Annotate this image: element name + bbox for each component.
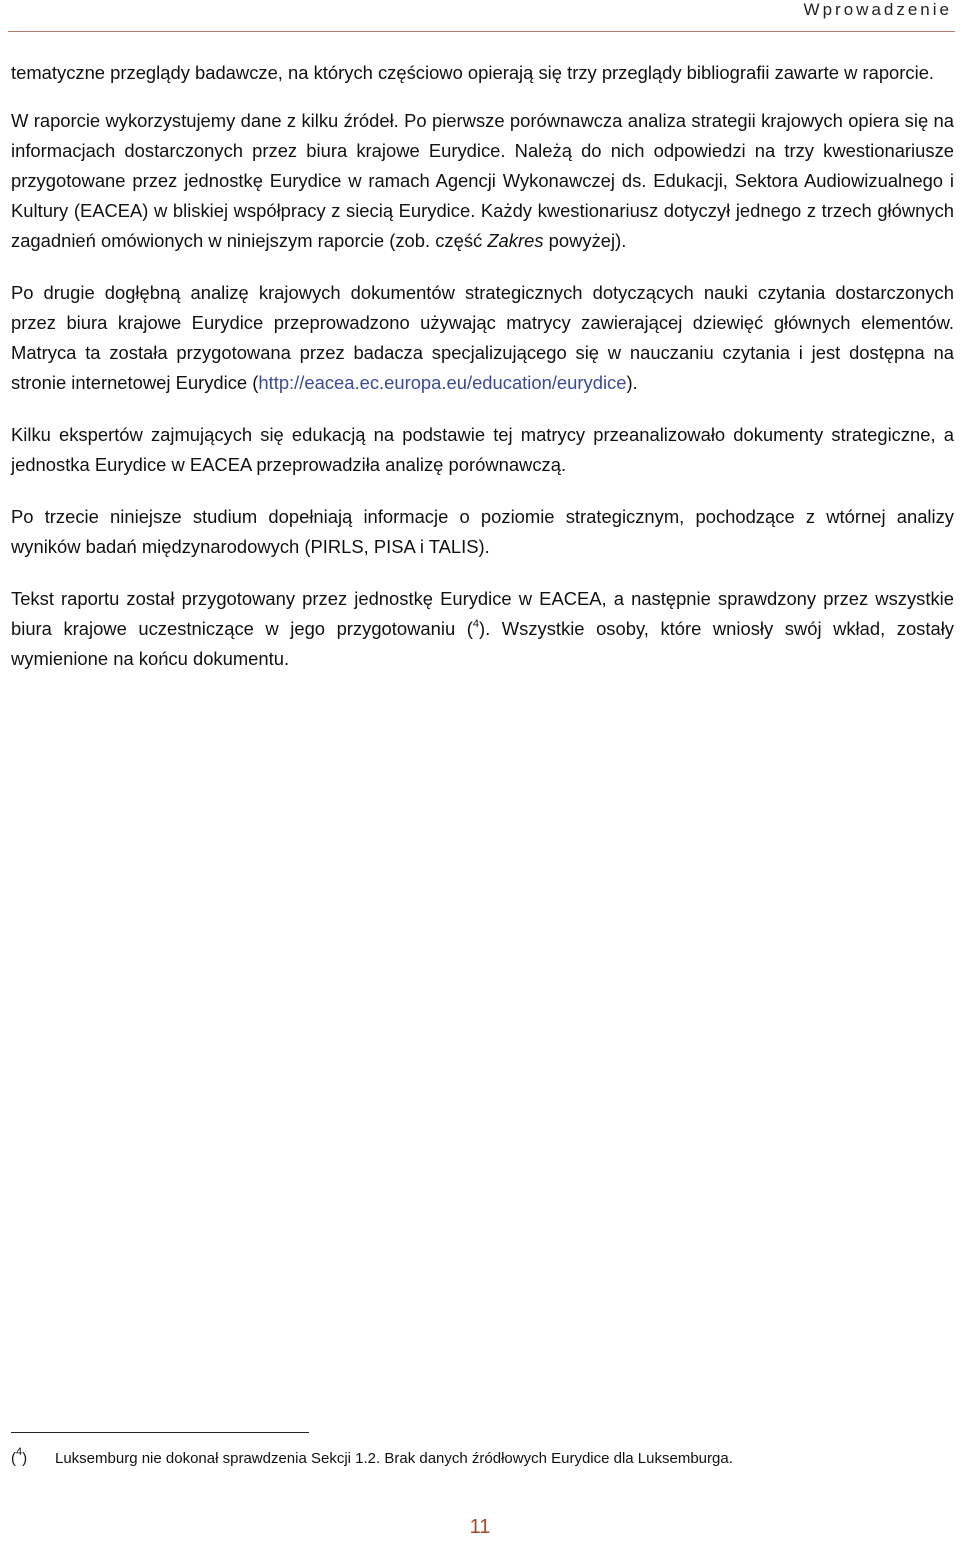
footnote-marker-open: ( [11, 1450, 16, 1467]
footnote [11, 1448, 954, 1470]
running-header: Wprowadzenie [803, 0, 952, 19]
paragraph-2-tail: powyżej). [543, 230, 627, 251]
paragraph-2 [11, 106, 954, 256]
paragraph-1: tematyczne przeglądy badawcze, na których częściowo opierają się trzy przeglądy bibliografii zawarte w raporcie. [11, 62, 935, 83]
paragraph-6 [11, 584, 954, 674]
paragraph-4: Kilku ekspertów zajmujących się edukacją na podstawie tej matrycy przeanalizowało dokumenty strategiczne, a jednostka Eurydice w EACEA przeprowadziła analizę porównawczą. [11, 424, 954, 475]
paragraph-3-tail: ). [626, 372, 638, 393]
paragraph-6-tail: ). Wszystkie osoby, które wniosły swój wkład, zostały wymienione na końcu dokumentu. [11, 618, 954, 669]
page-number: 11 [469, 1516, 491, 1538]
footnote-marker [11, 1448, 55, 1470]
paragraph-5: Po trzecie niniejsze studium dopełniają informacje o poziomie strategicznym, pochodzące z wtórnej analizy wyników badań międzynarodowych (PIRLS, PISA i TALIS). [11, 506, 954, 557]
footnote-marker-close: ) [22, 1450, 28, 1467]
paragraph-6-text: Tekst raportu został przygotowany przez jednostkę Eurydice w EACEA, a następnie sprawdzony przez wszystkie biura krajowe uczestniczące w jego przygotowaniu ( [11, 588, 954, 639]
zakres-reference: Zakres [487, 230, 544, 251]
footnote-divider [11, 1432, 309, 1433]
paragraph-3-text: Po drugie dogłębną analizę krajowych dokumentów strategicznych dotyczących nauki czytania dostarczonych przez biura krajowe Eurydice przeprowadzono używając matrycy zawierającej dziewięć głównych elementów. Matryca ta została przygotowana przez badacza specjalizującego się w nauczaniu czytania i jest dostępna na stronie internetowej Eurydice ( [11, 282, 954, 393]
footnote-marker-number: 4 [16, 1446, 23, 1458]
paragraph-3 [11, 278, 954, 398]
footnote-text: Luksemburg nie dokonał sprawdzenia Sekcji 1.2. Brak danych źródłowych Eurydice dla Luksemburga. [55, 1450, 733, 1467]
paragraph-2-text: W raporcie wykorzystujemy dane z kilku źródeł. Po pierwsze porównawcza analiza strategii krajowych opiera się na informacjach dostarczonych przez biura krajowe Eurydice. Należą do nich odpowiedzi na trzy kwestionariusze przygotowane przez jednostkę Eurydice w ramach Agencji Wykonawczej ds. Edukacji, Sektora Audiowizualnego i Kultury (EACEA) w bliskiej współpracy z siecią Eurydice. Każdy kwestionariusz dotyczył jednego z trzech głównych zagadnień omówionych w niniejszym raporcie (zob. część [11, 110, 954, 251]
body-text [11, 58, 954, 696]
header-divider [8, 31, 955, 32]
footnote-reference[interactable]: 4 [472, 618, 479, 630]
eurydice-link[interactable]: http://eacea.ec.europa.eu/education/eurydice [258, 372, 627, 393]
